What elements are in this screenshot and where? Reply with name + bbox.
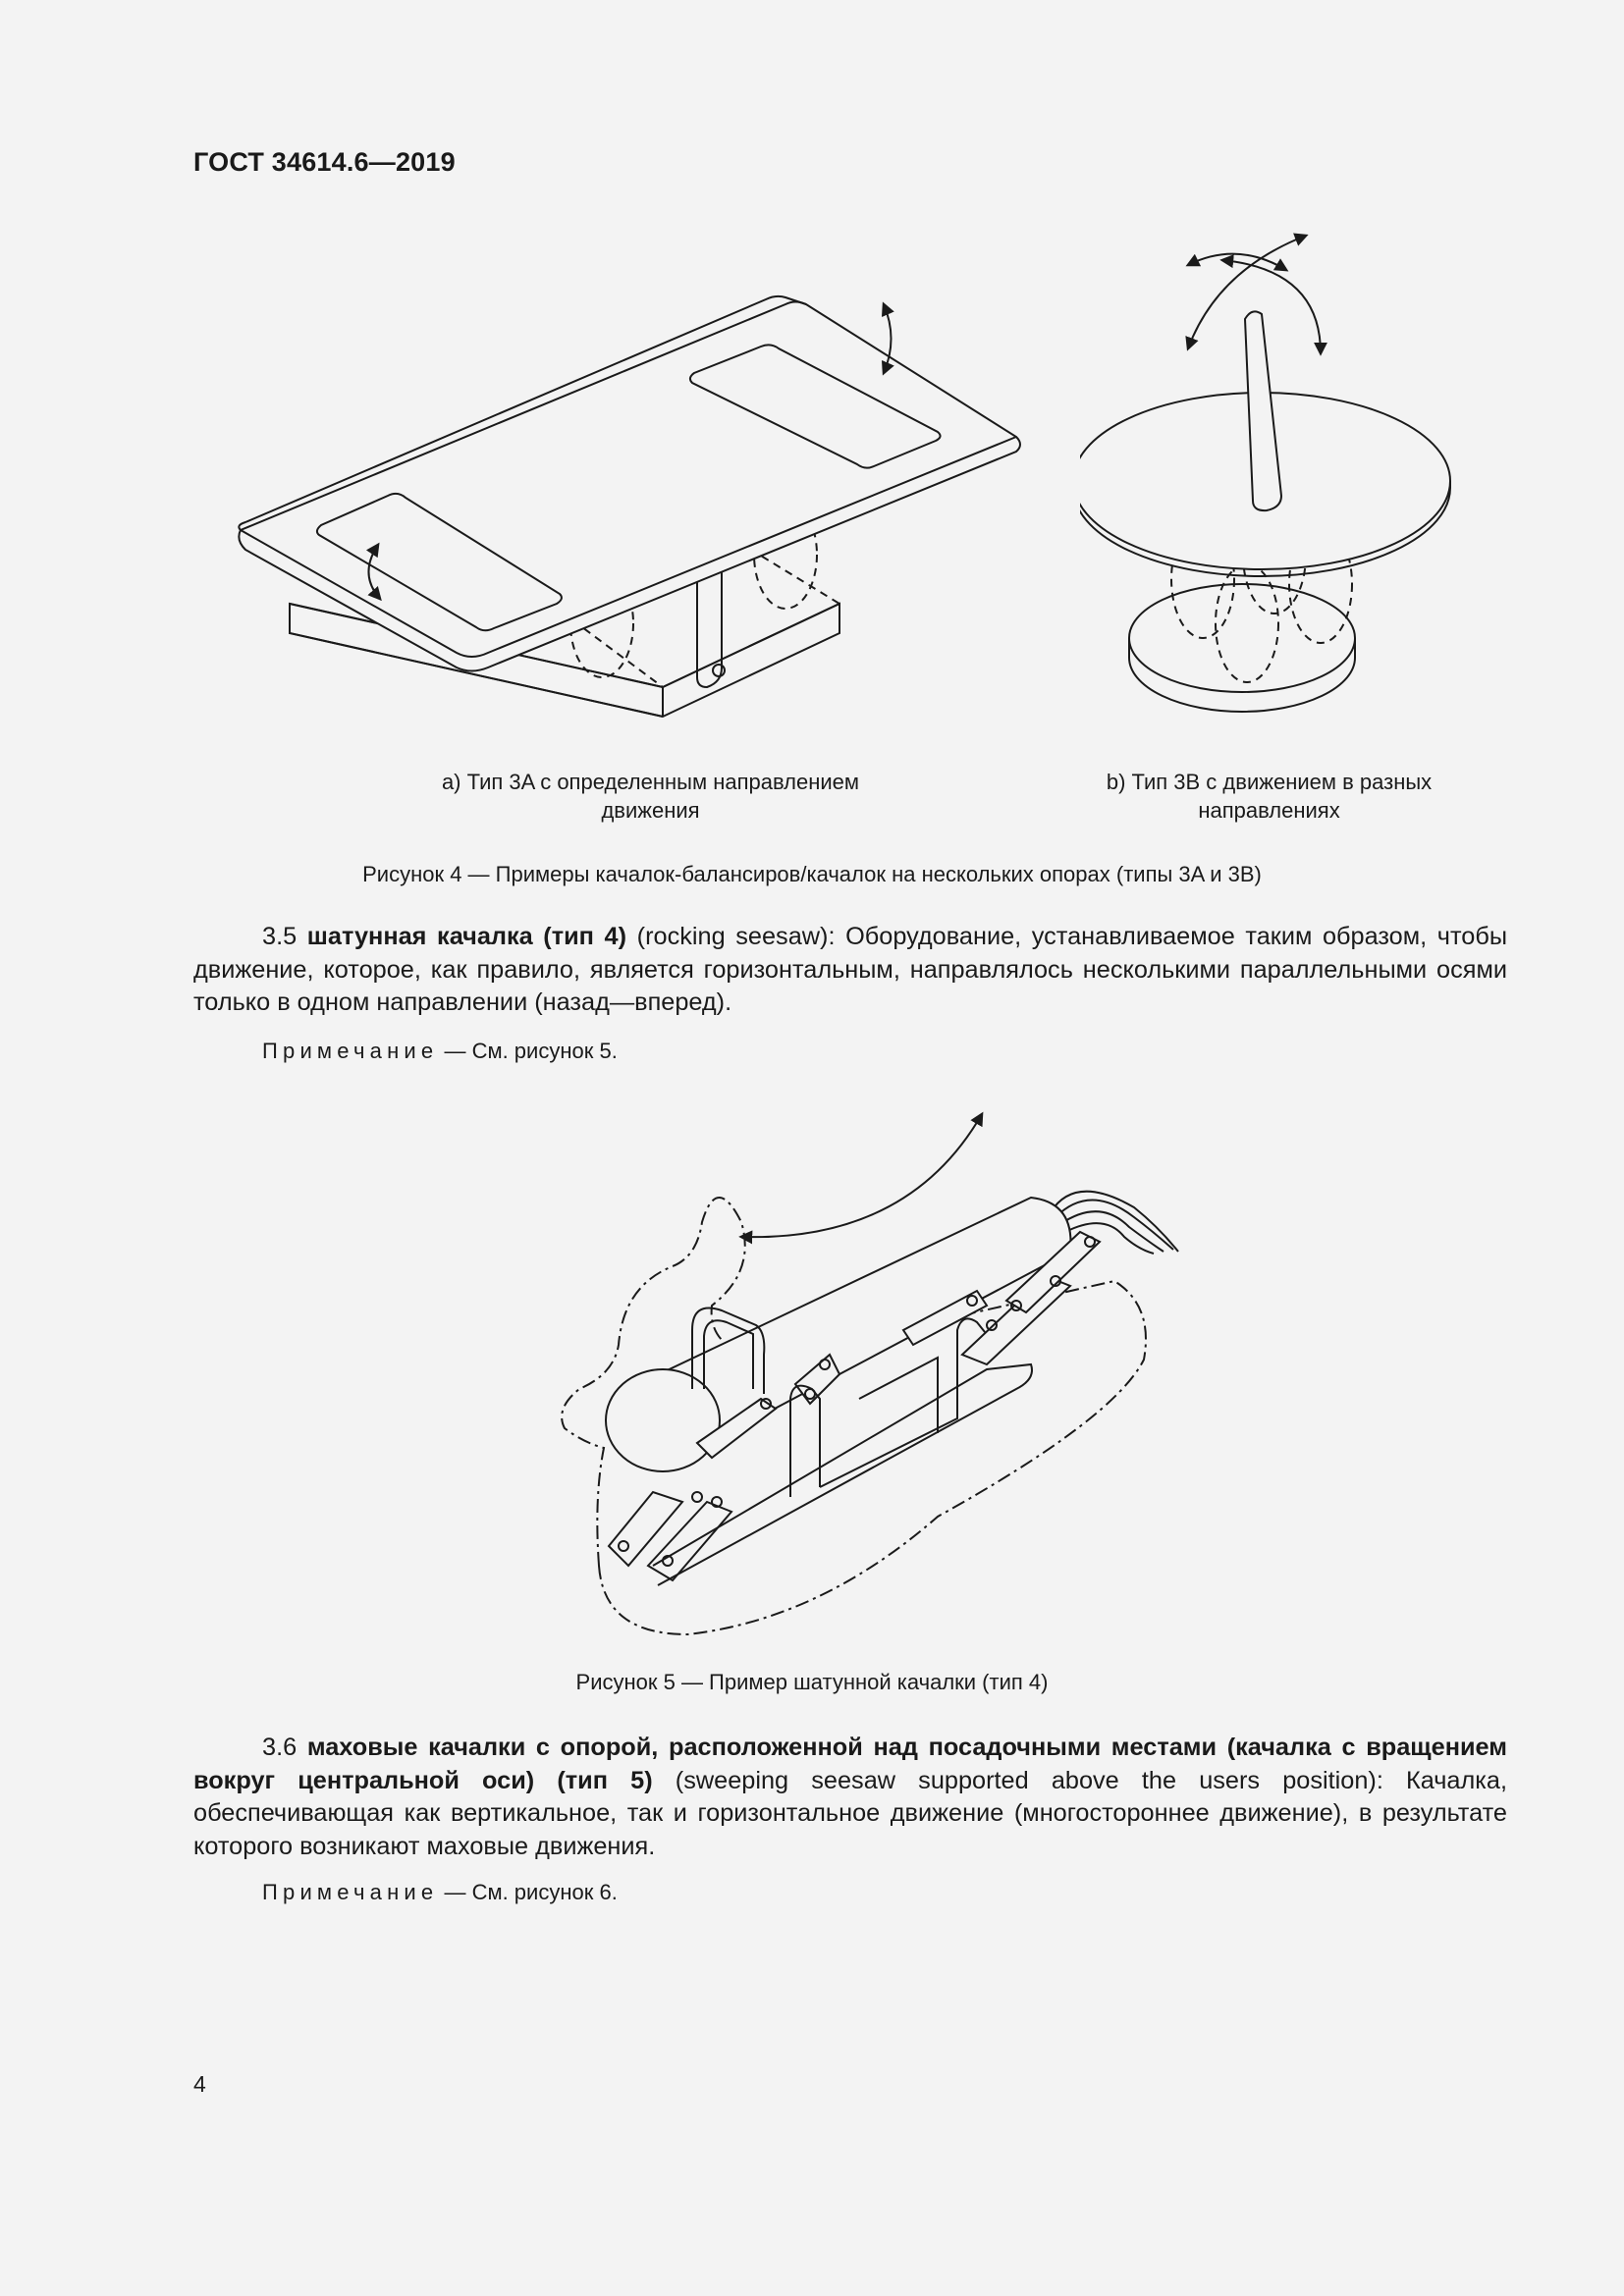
section-3-5-definition: (rocking seesaw): Оборудование, устанавливаемое таким образом, чтобы движение, которое, как правило, является горизонтальным, направлялось несколькими параллельными осями только в одном направлении (назад—вперед).: [193, 923, 1508, 1016]
section-3-5-term: шатунная качалка (тип 4): [306, 923, 627, 950]
section-3-6-term: маховые качалки с опорой, расположенной над посадочными местами (качалка с вращением вокруг центральной оси) (тип 5): [193, 1734, 1507, 1794]
figure-4-caption: Рисунок 4 — Примеры качалок-балансиров/качалок на нескольких опорах (типы 3A и 3B): [362, 862, 1262, 886]
section-3-5-paragraph: [193, 921, 1507, 1020]
section-3-6-paragraph: [193, 1732, 1507, 1863]
figure-5-caption: Рисунок 5 — Пример шатунной качалки (тип 4): [575, 1670, 1049, 1694]
document-header: ГОСТ 34614.6—2019: [193, 147, 456, 177]
figure-4b-illustration: [1080, 221, 1473, 731]
figure-5-illustration: [525, 1104, 1213, 1639]
figure-4a-illustration: [231, 290, 1036, 741]
note-1: [262, 1039, 618, 1064]
section-3-6-number: 3.6: [262, 1734, 298, 1761]
page-number: 4: [193, 2071, 206, 2097]
note-2-text: — См. рисунок 6.: [438, 1880, 618, 1904]
figure-4a-subcaption: [393, 768, 908, 825]
figure-4b-subcaption: [1060, 768, 1478, 825]
note-1-label: Примечание: [262, 1039, 439, 1063]
figure-4a-subcaption-line1: a) Тип 3A с определенным направлением: [441, 770, 860, 794]
figure-4a-subcaption-line2: движения: [601, 798, 700, 823]
figure-4b-subcaption-line1: b) Тип 3B с движением в разных: [1106, 770, 1433, 794]
section-3-6-definition: (sweeping seesaw supported above the users position): Качалка, обеспечивающая как вертикальное, так и горизонтальное движение (многостороннее движение), в результате которого возникают маховые движения.: [193, 1766, 1507, 1860]
figure-4b-subcaption-line2: направлениях: [1198, 798, 1340, 823]
note-2: [262, 1880, 618, 1905]
note-1-text: — См. рисунок 5.: [438, 1039, 618, 1063]
section-3-5-number: 3.5: [262, 923, 298, 950]
note-2-label: Примечание: [262, 1880, 439, 1904]
